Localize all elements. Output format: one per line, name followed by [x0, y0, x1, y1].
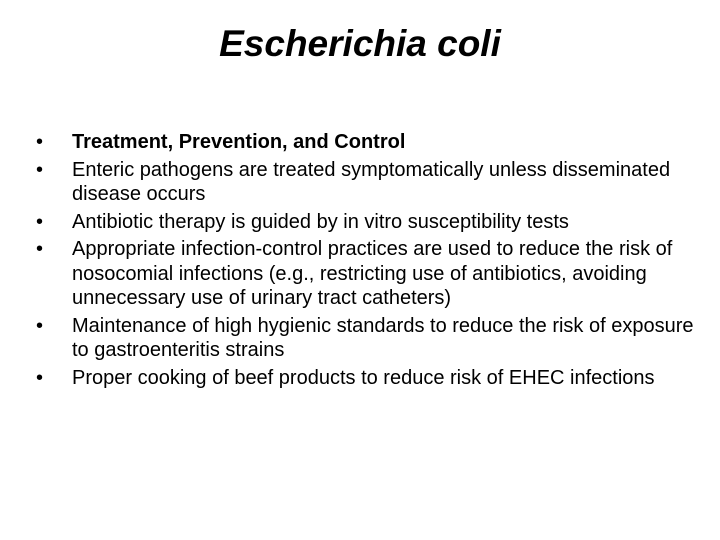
bullet-text: Appropriate infection-control practices are used to reduce the risk of nosocomial infections (e.g., restricting use of antibiotics, avoiding unnecessary use of urinary tract catheters) — [72, 238, 673, 309]
bullet-marker: • — [36, 210, 44, 233]
bullet-marker: • — [36, 314, 44, 337]
bullet-item-treatment-heading — [36, 130, 696, 155]
bullet-text: Treatment, Prevention, and Control — [72, 131, 406, 153]
bullet-item-hygienic-standards — [36, 314, 696, 363]
bullet-text: Maintenance of high hygienic standards to reduce the risk of exposure to gastroenteritis strains — [72, 314, 694, 361]
bullet-marker: • — [36, 158, 44, 181]
bullet-text: Enteric pathogens are treated symptomatically unless disseminated disease occurs — [72, 158, 671, 205]
bullet-item-enteric-pathogens — [36, 158, 696, 207]
bullet-item-beef-cooking — [36, 366, 696, 391]
bullet-text: Antibiotic therapy is guided by in vitro susceptibility tests — [72, 210, 569, 233]
slide-title: Escherichia coli — [219, 23, 501, 64]
bullet-item-infection-control — [36, 237, 696, 311]
bullet-text: Proper cooking of beef products to reduce risk of EHEC infections — [72, 366, 655, 389]
bullet-item-antibiotic-therapy — [36, 210, 696, 235]
bullet-list — [36, 130, 696, 393]
bullet-marker: • — [36, 366, 44, 389]
bullet-marker: • — [36, 238, 44, 260]
bullet-marker: • — [36, 131, 44, 153]
